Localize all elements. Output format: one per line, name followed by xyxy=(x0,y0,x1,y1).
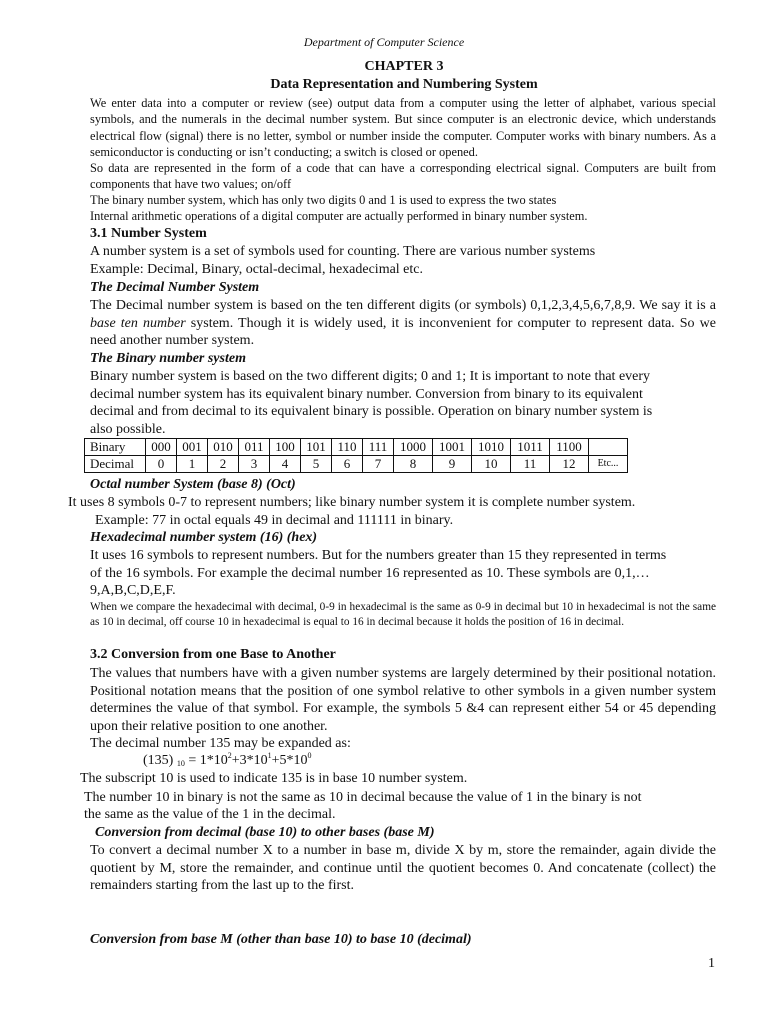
body-line: A number system is a set of symbols used for counting. There are various number systems xyxy=(90,244,596,259)
subsection-heading: Conversion from decimal (base 10) to other bases (base M) xyxy=(95,825,435,840)
table-cell: 3 xyxy=(239,456,270,473)
body-line: decimal and from decimal to its equivalent binary is possible. Operation on binary number system is xyxy=(90,404,653,419)
table-cell: 7 xyxy=(363,456,394,473)
table-row xyxy=(85,439,628,456)
body-line: Example: 77 in octal equals 49 in decimal and 111111 in binary. xyxy=(95,513,454,528)
body-line: The number 10 in binary is not the same as 10 in decimal because the value of 1 in the binary is not xyxy=(84,790,642,805)
decimal-paragraph xyxy=(90,297,716,350)
intro-paragraph-2: So data are represented in the form of a code that can have a corresponding electrical signal. Computers are built from components that have two values; on/off xyxy=(90,161,716,192)
subsection-heading: Octal number System (base 8) (Oct) xyxy=(90,477,296,492)
subsection-heading: The Binary number system xyxy=(90,351,246,366)
formula-base: 10 xyxy=(176,759,185,768)
subsection-heading: Hexadecimal number system (16) (hex) xyxy=(90,530,318,545)
body-line: 9,A,B,C,D,E,F. xyxy=(90,583,176,598)
table-cell: 110 xyxy=(332,439,363,456)
table-cell: 1010 xyxy=(472,439,511,456)
subsection-heading: The Decimal Number System xyxy=(90,280,260,295)
table-cell: 1000 xyxy=(394,439,433,456)
section-heading: 3.2 Conversion from one Base to Another xyxy=(90,647,336,662)
formula-part: (135) xyxy=(143,753,174,768)
hex-note: When we compare the hexadecimal with decimal, 0-9 in hexadecimal is the same as 0-9 in decimal but 10 in hexadecimal is not the same as 10 in decimal, off course 10 in hexadecimal is equal to 16 in decimal because it holds the position of 16 in decimal. xyxy=(90,601,716,628)
body-line: The decimal number 135 may be expanded as: xyxy=(90,736,351,751)
table-cell: 10 xyxy=(472,456,511,473)
table-cell xyxy=(589,439,628,456)
formula-exp: 1 xyxy=(267,751,272,760)
body-line: It uses 8 symbols 0-7 to represent numbers; like binary number system it is complete number system. xyxy=(68,495,636,510)
body-line: decimal number system has its equivalent binary number. Conversion from binary to its equivalent xyxy=(90,387,643,402)
formula-part: +5*10 xyxy=(271,753,308,768)
binary-decimal-table xyxy=(84,438,628,473)
positional-paragraph: The values that numbers have with a given number systems are largely determined by their positional notation. Positional notation means that the position of one symbol relative to other symbols in a given number system determines the value of that symbol. For example, the symbols 5 &4 can represent either 54 or 45 depending upon their relative position to one another. xyxy=(90,666,716,735)
decimal-text: system. Though it is widely used, it is inconvenient for computer to represent data. So we need another number system. xyxy=(90,315,716,349)
formula-part: +3*10 xyxy=(231,753,268,768)
subsection-heading: Conversion from base M (other than base 10) to base 10 (decimal) xyxy=(90,932,472,947)
body-line: The subscript 10 is used to indicate 135 is in base 10 number system. xyxy=(80,771,468,786)
expansion-formula xyxy=(143,753,312,769)
table-cell: 5 xyxy=(301,456,332,473)
chapter-number: CHAPTER 3 xyxy=(364,59,444,74)
table-cell: Etc... xyxy=(589,456,628,473)
body-line: of the 16 symbols. For example the decimal number 16 represented as 10. These symbols are 0,1,… xyxy=(90,566,650,581)
table-cell: 2 xyxy=(208,456,239,473)
table-cell: 12 xyxy=(550,456,589,473)
table-cell: 111 xyxy=(363,439,394,456)
body-line: the same as the value of the 1 in the decimal. xyxy=(84,807,336,822)
table-cell: 1001 xyxy=(433,439,472,456)
intro-line: The binary number system, which has only two digits 0 and 1 is used to express the two states xyxy=(90,193,557,207)
section-heading: 3.1 Number System xyxy=(90,226,207,241)
decimal-emphasis: base ten number xyxy=(90,315,186,331)
table-cell: Decimal xyxy=(85,456,146,473)
body-line: It uses 16 symbols to represent numbers. But for the numbers greater than 15 they represented in terms xyxy=(90,548,667,563)
body-line: also possible. xyxy=(90,422,166,437)
table-cell: 001 xyxy=(177,439,208,456)
conversion-paragraph: To convert a decimal number X to a number in base m, divide X by m, store the remainder, again divide the quotient by M, store the remainder, and continue until the quotient becomes 0. And concatenate (collect) the remainders starting from the last up to the first. xyxy=(90,843,716,894)
formula-exp: 2 xyxy=(227,751,232,760)
table-cell: 6 xyxy=(332,456,363,473)
table-cell: 4 xyxy=(270,456,301,473)
intro-paragraph: We enter data into a computer or review (see) output data from a computer using the letter of alphabet, various special symbols, and the numerals in the decimal number system. But since computer is an electronic device, which understands electrical flow (signal) there is no letter, symbol or number inside the computer. Computer works with binary numbers. As a semiconductor is conducting or isn’t conducting; a switch is closed or opened. xyxy=(90,96,716,159)
table-cell: 010 xyxy=(208,439,239,456)
table-cell: 1011 xyxy=(511,439,550,456)
table-cell: 11 xyxy=(511,456,550,473)
body-line: Binary number system is based on the two different digits; 0 and 1; It is important to note that every xyxy=(90,369,651,384)
formula-exp: 0 xyxy=(307,751,312,760)
table-cell: 101 xyxy=(301,439,332,456)
table-cell: 000 xyxy=(146,439,177,456)
page-number: 1 xyxy=(708,956,715,971)
table-row xyxy=(85,456,628,473)
table-cell: Binary xyxy=(85,439,146,456)
table-cell: 1100 xyxy=(550,439,589,456)
body-line: Example: Decimal, Binary, octal-decimal, hexadecimal etc. xyxy=(90,262,423,277)
table-cell: 0 xyxy=(146,456,177,473)
table-cell: 011 xyxy=(239,439,270,456)
formula-part: = 1*10 xyxy=(184,753,228,768)
table-cell: 100 xyxy=(270,439,301,456)
table-cell: 9 xyxy=(433,456,472,473)
table-cell: 1 xyxy=(177,456,208,473)
chapter-title: Data Representation and Numbering System xyxy=(270,77,538,92)
intro-line: Internal arithmetic operations of a digital computer are actually performed in binary number system. xyxy=(90,209,588,223)
page-header: Department of Computer Science xyxy=(303,35,465,49)
table-cell: 8 xyxy=(394,456,433,473)
decimal-text: The Decimal number system is based on the ten different digits (or symbols) 0,1,2,3,4,5,6,7,8,9. We say it is a xyxy=(90,298,716,313)
